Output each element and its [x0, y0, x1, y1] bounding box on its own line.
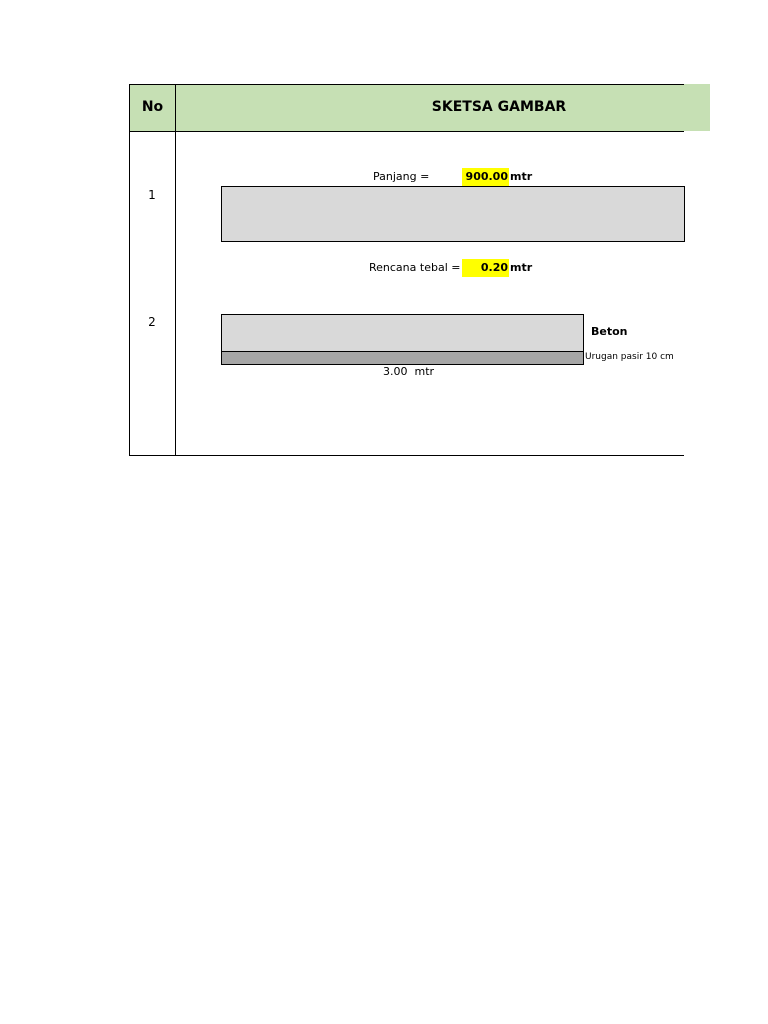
rencana-tebal-value: 0.20	[462, 259, 509, 277]
row-number-2: 2	[148, 315, 156, 329]
urugan-pasir-label: Urugan pasir 10 cm	[585, 352, 674, 362]
panjang-label: Panjang =	[373, 170, 430, 183]
length-sketch-rectangle	[221, 186, 685, 242]
urugan-pasir-layer	[221, 351, 584, 365]
panjang-unit: mtr	[510, 170, 533, 183]
table-top-border	[130, 84, 684, 85]
table-bottom-border	[130, 455, 684, 456]
table-left-border	[129, 84, 130, 456]
rencana-tebal-unit: mtr	[510, 261, 533, 274]
panjang-value: 900.00	[462, 168, 509, 186]
row-number-1: 1	[148, 188, 156, 202]
width-dimension-label: 3.00 mtr	[383, 365, 435, 378]
beton-label: Beton	[591, 325, 628, 338]
rencana-tebal-label: Rencana tebal =	[369, 261, 461, 274]
beton-layer	[221, 314, 584, 352]
header-sketsa-gambar: SKETSA GAMBAR	[431, 99, 567, 115]
header-bottom-border	[130, 131, 684, 132]
column-divider	[175, 84, 176, 456]
urugan-pasir-clip	[585, 349, 684, 365]
header-no: No	[141, 99, 164, 115]
